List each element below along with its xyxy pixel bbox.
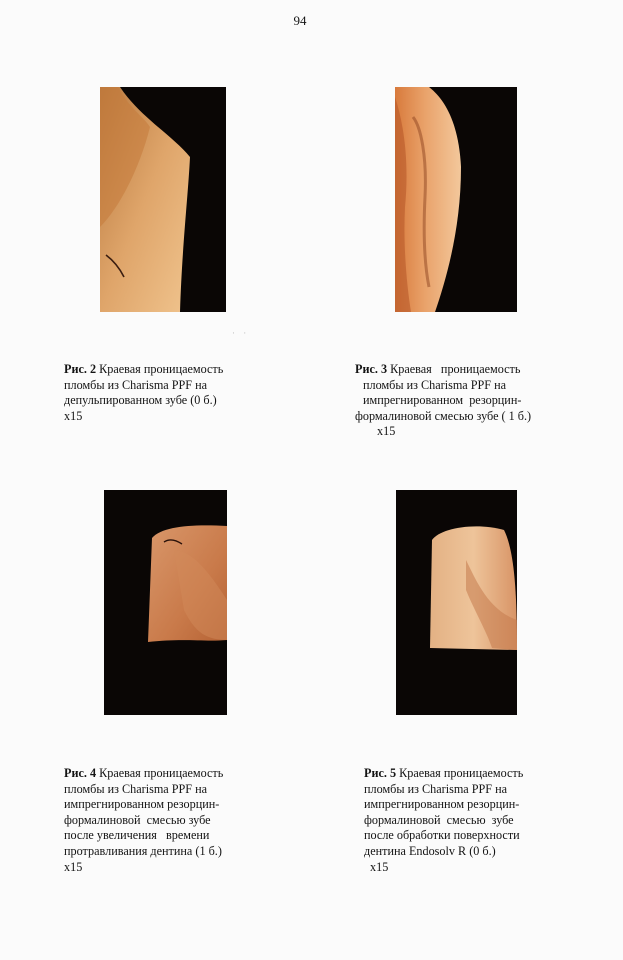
- caption-magnification: x15: [377, 424, 396, 439]
- figure-2-photo: [100, 87, 226, 312]
- caption-line: после увеличения времени: [64, 828, 210, 843]
- caption-line: импрегнированном резорцин-: [364, 797, 520, 812]
- caption-magnification: x15: [370, 859, 389, 874]
- figure-5-photo: [396, 490, 517, 715]
- caption-magnification: x15: [64, 859, 83, 874]
- figure-2-caption: [64, 362, 223, 424]
- figure-2-label: Рис. 2: [64, 362, 97, 376]
- caption-line: импрегнированном резорцин-: [363, 393, 522, 408]
- figure-4-photo: [104, 490, 227, 715]
- caption-line: формалиновой смесью зубе ( 1 б.): [355, 408, 532, 423]
- caption-line: пломбы из Charisma PPF на: [64, 377, 208, 392]
- caption-line: пломбы из Charisma PPF на: [363, 377, 507, 392]
- scan-artifact: · ·: [232, 328, 250, 338]
- page-number: 94: [293, 13, 307, 28]
- caption-line: пломбы из Charisma PPF на: [64, 781, 208, 796]
- figure-5-caption: [364, 766, 523, 875]
- figure-3-caption: [355, 362, 531, 440]
- figure-3-label: Рис. 3: [355, 362, 388, 376]
- caption-line: Краевая проницаемость: [99, 766, 224, 780]
- caption-line: Краевая проницаемость: [390, 362, 521, 376]
- caption-line: Краевая проницаемость: [99, 362, 224, 376]
- caption-magnification: x15: [64, 408, 83, 423]
- figure-3-photo: [395, 87, 517, 312]
- caption-line: депульпированном зубе (0 б.): [64, 393, 217, 408]
- caption-line: дентина Endosolv R (0 б.): [364, 843, 496, 858]
- caption-line: импрегнированном резорцин-: [64, 797, 220, 812]
- figure-4-label: Рис. 4: [64, 766, 97, 780]
- caption-line: пломбы из Charisma PPF на: [364, 781, 508, 796]
- caption-line: протравливания дентина (1 б.): [64, 843, 222, 858]
- figure-4-caption: [64, 766, 223, 875]
- caption-line: формалиновой смесью зубе: [364, 812, 514, 827]
- caption-line: Краевая проницаемость: [399, 766, 524, 780]
- figure-5-label: Рис. 5: [364, 766, 397, 780]
- caption-line: формалиновой смесью зубе: [64, 812, 211, 827]
- caption-line: после обработки поверхности: [364, 828, 520, 843]
